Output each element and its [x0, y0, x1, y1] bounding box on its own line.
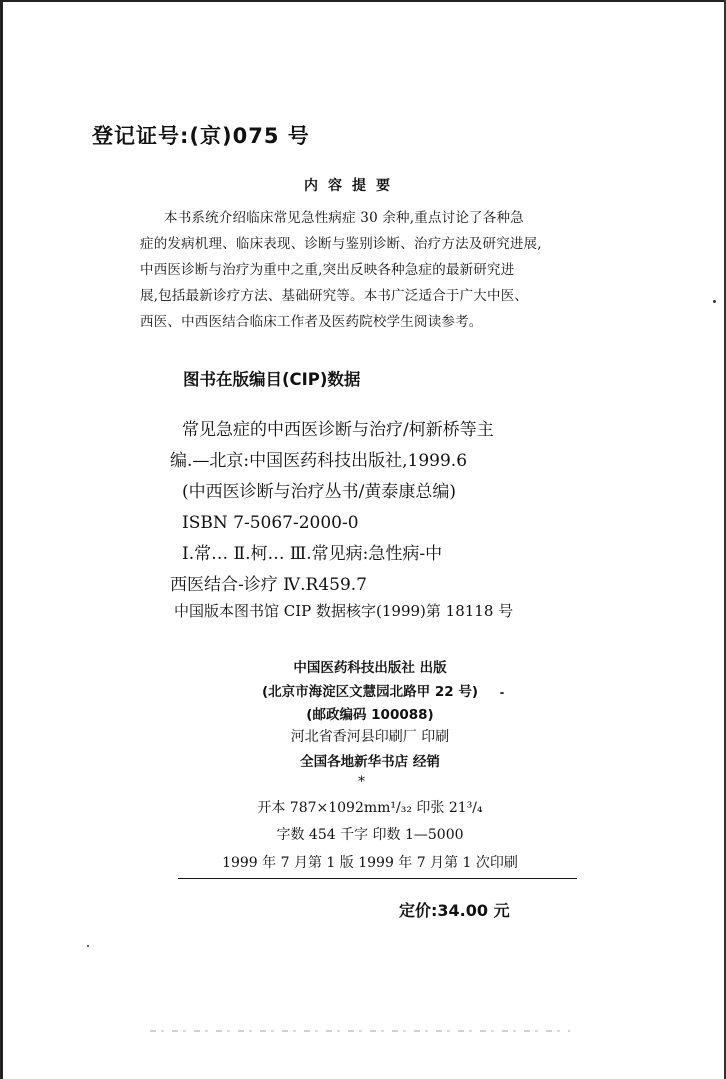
scan-speck	[87, 945, 89, 947]
publisher: 中国医药科技出版社 出版	[293, 660, 447, 676]
price: 定价:34.00 元	[399, 901, 510, 920]
summary-text	[140, 205, 602, 335]
cip-line: ISBN 7-5067-2000-0	[182, 513, 359, 533]
scan-noise	[150, 1030, 570, 1032]
summary-line: 症的发病机理、临床表现、诊断与鉴别诊断、治疗方法及研究进展,	[140, 236, 542, 252]
summary-line: 中西医诊断与治疗为重中之重,突出反映各种急症的最新研究进	[140, 262, 515, 278]
cip-line: 编.—北京:中国医药科技出版社,1999.6	[170, 451, 468, 471]
word-count-info: 字数 454 千字 印数 1—5000	[276, 827, 464, 843]
registration-number: 登记证号:(京)075 号	[92, 124, 310, 148]
printer: 河北省香河县印刷厂 印刷	[290, 729, 450, 745]
format-info: 开本 787×1092mm¹/₃₂ 印张 21³/₄	[257, 800, 483, 816]
divider-line	[178, 878, 577, 879]
cip-number: 中国版本图书馆 CIP 数据核字(1999)第 18118 号	[174, 602, 514, 620]
cip-line: 常见急症的中西医诊断与治疗/柯新桥等主	[182, 420, 494, 440]
edition-info: 1999 年 7 月第 1 版 1999 年 7 月第 1 次印刷	[222, 855, 518, 871]
cip-line: (中西医诊断与治疗丛书/黄泰康总编)	[182, 482, 456, 502]
cip-line: 西医结合-诊疗 Ⅳ.R459.7	[170, 575, 368, 595]
cip-title: 图书在版编目(CIP)数据	[183, 370, 361, 389]
summary-title: 内容提要	[304, 178, 400, 194]
page-border-top	[0, 0, 726, 2]
summary-line: 本书系统介绍临床常见急性病症 30 余种,重点讨论了各种急	[164, 210, 524, 226]
cip-line: Ⅰ.常… Ⅱ.柯… Ⅲ.常见病:急性病-中	[182, 544, 443, 564]
scan-speck	[500, 692, 504, 694]
publisher-address: (北京市海淀区文慧园北路甲 22 号)	[261, 684, 479, 700]
page-border-left	[0, 0, 3, 1079]
distributor: 全国各地新华书店 经销	[300, 754, 440, 770]
scan-speck	[713, 300, 716, 303]
postcode: (邮政编码 100088)	[306, 707, 434, 723]
separator-star: *	[358, 774, 365, 790]
cip-record	[170, 415, 610, 601]
summary-line: 西医、中西医结合临床工作者及医药院校学生阅读参考。	[140, 314, 483, 330]
summary-line: 展,包括最新诊疗方法、基础研究等。本书广泛适合于广大中医、	[140, 288, 529, 304]
